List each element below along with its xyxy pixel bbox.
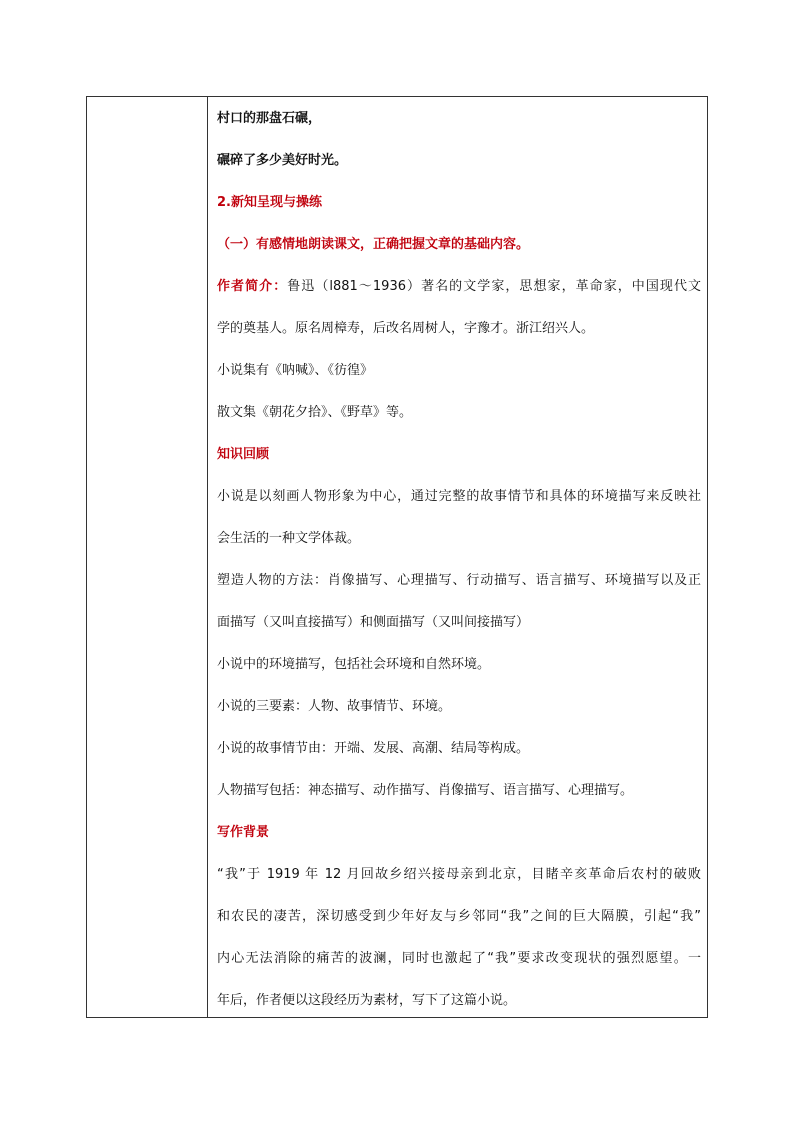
background-line-3: 内心无法消除的痛苦的波澜，同时也激起了“我”要求改变现状的强烈愿望。一 [217, 951, 701, 966]
author-intro-line-1 [217, 277, 701, 297]
novel-definition-line-2: 会生活的一种文学体裁。 [217, 531, 361, 546]
section-subheading: （一）有感情地朗读课文，正确把握文章的基础内容。 [217, 237, 530, 252]
author-novels: 小说集有《呐喊》、《彷徨》 [217, 363, 374, 378]
knowledge-heading: 知识回顾 [217, 447, 270, 462]
character-description-types: 人物描写包括：神态描写、动作描写、肖像描写、语言描写、心理描写。 [217, 783, 634, 798]
table-right-cell [208, 97, 707, 1017]
character-methods-line-1: 塑造人物的方法：肖像描写、心理描写、行动描写、语言描写、环境描写以及正 [217, 573, 701, 588]
author-intro-line-2: 学的奠基人。原名周樟寿，后改名周树人，字豫才。浙江绍兴人。 [217, 321, 595, 336]
poem-line-1: 村口的那盘石碾， [217, 111, 322, 126]
background-line-1: “我”于 1919 年 12 月回故乡绍兴接母亲到北京，目睹辛亥革命后农村的破败 [217, 867, 701, 882]
environment-description: 小说中的环境描写，包括社会环境和自然环境。 [217, 657, 491, 672]
background-heading: 写作背景 [217, 825, 270, 840]
background-line-4: 年后，作者便以这段经历为素材，写下了这篇小说。 [217, 993, 517, 1008]
three-elements: 小说的三要素：人物、故事情节、环境。 [217, 699, 452, 714]
background-line-2: 和农民的凄苦，深切感受到少年好友与乡邻同“我”之间的巨大隔膜，引起“我” [217, 909, 701, 924]
author-intro-label: 作者简介： [217, 279, 288, 294]
table-left-cell [87, 97, 208, 1017]
character-methods-line-2: 面描写（又叫直接描写）和侧面描写（又叫间接描写） [217, 615, 530, 630]
author-essays: 散文集《朝花夕拾》、《野草》等。 [217, 405, 413, 420]
poem-line-2: 碾碎了多少美好时光。 [217, 153, 348, 168]
author-intro-text: 鲁迅（l881～1936）著名的文学家，思想家，革命家，中国现代文 [287, 279, 701, 294]
lesson-table [86, 96, 708, 1018]
novel-definition-line-1: 小说是以刻画人物形象为中心，通过完整的故事情节和具体的环境描写来反映社 [217, 489, 701, 504]
section-heading: 2.新知呈现与操练 [217, 195, 322, 210]
plot-structure: 小说的故事情节由：开端、发展、高潮、结局等构成。 [217, 741, 530, 756]
